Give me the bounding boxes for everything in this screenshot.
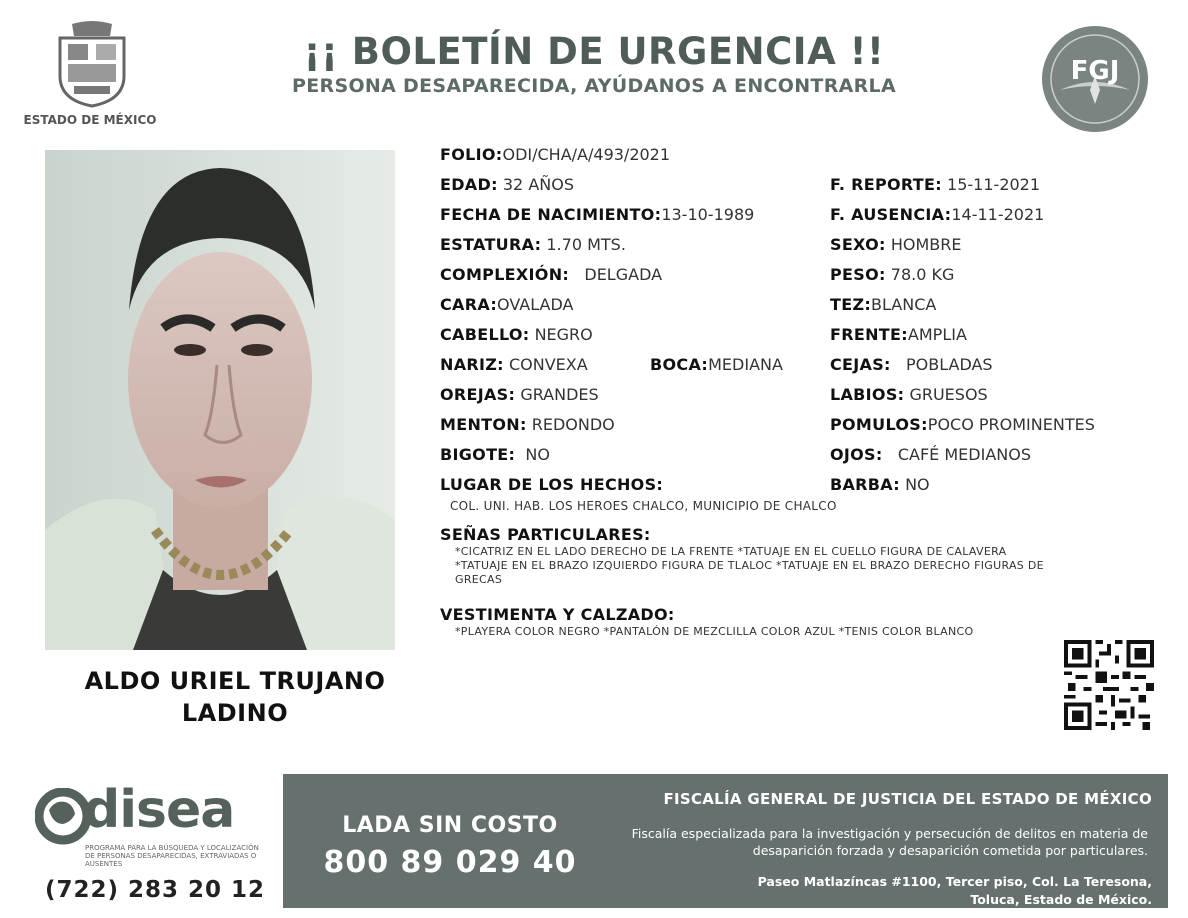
field-menton-value: REDONDO: [531, 415, 615, 434]
field-boca: [650, 355, 783, 374]
odisea-logo-text: disea: [83, 780, 235, 840]
vestimenta-label: VESTIMENTA Y CALZADO:: [440, 605, 675, 624]
field-peso: [830, 265, 954, 284]
senas-line2: *TATUAJE EN EL BRAZO IZQUIERDO FIGURA DE TLALOC *TATUAJE EN EL BRAZO DERECHO FIGURAS DE: [455, 559, 1044, 572]
agency-description: Fiscalía especializada para la investigación y persecución de delitos en materia de desaparición forzada y desaparición cometida por particulares.: [631, 826, 1148, 858]
field-cabello-label: CABELLO:: [440, 325, 530, 344]
field-estatura-label: ESTATURA:: [440, 235, 542, 254]
field-bigote-label: BIGOTE:: [440, 445, 516, 464]
agency-address: [632, 873, 1152, 909]
field-cara-value: OVALADA: [497, 295, 574, 314]
field-lugar-label: LUGAR DE LOS HECHOS:: [440, 475, 664, 494]
field-lugar-value: COL. UNI. HAB. LOS HEROES CHALCO, MUNICIPIO DE CHALCO: [450, 499, 837, 513]
field-menton-label: MENTON:: [440, 415, 527, 434]
field-nariz: [440, 355, 588, 374]
lada-number[interactable]: 800 89 029 40: [323, 845, 577, 880]
field-sexo-value: HOMBRE: [890, 235, 962, 254]
field-complexion-label: COMPLEXIÓN:: [440, 265, 570, 284]
field-cabello-value: NEGRO: [534, 325, 593, 344]
field-f-ausencia-label: F. AUSENCIA:: [830, 205, 952, 224]
field-nariz-value: CONVEXA: [508, 355, 588, 374]
field-labios: [830, 385, 988, 404]
field-cejas-label: CEJAS:: [830, 355, 891, 374]
field-frente-label: FRENTE:: [830, 325, 908, 344]
field-cara-label: CARA:: [440, 295, 498, 314]
state-label: ESTADO DE MÉXICO: [23, 113, 157, 127]
field-cejas: [830, 355, 993, 374]
senas-line3: GRECAS: [455, 573, 503, 586]
odisea-tagline: PROGRAMA PARA LA BÚSQUEDA Y LOCALIZACIÓN DE PERSONAS DESAPARECIDAS, EXTRAVIADAS O AUSENTES: [85, 844, 259, 868]
senas-label: SEÑAS PARTICULARES:: [440, 525, 651, 544]
field-sexo: [830, 235, 961, 254]
field-folio-label: FOLIO:: [440, 145, 503, 164]
person-name: [40, 665, 430, 729]
address-line2: Toluca, Estado de México.: [970, 892, 1152, 907]
field-pomulos-label: POMULOS:: [830, 415, 928, 434]
field-f-ausencia-value: 14-11-2021: [951, 205, 1045, 224]
field-cabello: [440, 325, 593, 344]
field-sexo-label: SEXO:: [830, 235, 886, 254]
field-ojos: [830, 445, 1031, 464]
person-name-line1: ALDO URIEL TRUJANO: [84, 667, 386, 695]
field-f-reporte: [830, 175, 1040, 194]
field-nariz-label: NARIZ:: [440, 355, 504, 374]
field-edad: [440, 175, 574, 194]
field-barba-value: NO: [905, 475, 930, 494]
field-boca-label: BOCA:: [650, 355, 709, 374]
field-folio: [440, 145, 670, 164]
field-cara: [440, 295, 573, 314]
field-orejas: [440, 385, 599, 404]
field-fecha-nacimiento-value: 13-10-1989: [661, 205, 755, 224]
field-ojos-label: OJOS:: [830, 445, 883, 464]
field-tez-label: TEZ:: [830, 295, 872, 314]
person-photo: [45, 150, 395, 650]
agency-title: FISCALÍA GENERAL DE JUSTICIA DEL ESTADO DE MÉXICO: [663, 790, 1152, 808]
field-frente: [830, 325, 967, 344]
bulletin-subtitle: PERSONA DESAPARECIDA, AYÚDANOS A ENCONTRARLA: [292, 75, 896, 97]
person-name-line2: LADINO: [181, 699, 289, 727]
senas-line1: *CICATRIZ EN EL LADO DERECHO DE LA FRENTE *TATUAJE EN EL CUELLO FIGURA DE CALAVERA: [455, 545, 1007, 558]
field-tez: [830, 295, 936, 314]
field-fecha-nacimiento: [440, 205, 754, 224]
field-pomulos: [830, 415, 1095, 434]
field-estatura: [440, 235, 626, 254]
field-menton: [440, 415, 615, 434]
field-barba: [830, 475, 930, 494]
field-ojos-value: CAFÉ MEDIANOS: [897, 445, 1031, 464]
field-edad-value: 32 AÑOS: [502, 175, 574, 194]
field-complexion: [440, 265, 662, 284]
field-folio-value: ODI/CHA/A/493/2021: [502, 145, 671, 164]
field-complexion-value: DELGADA: [584, 265, 663, 284]
field-estatura-value: 1.70 MTS.: [546, 235, 626, 254]
field-f-reporte-label: F. REPORTE:: [830, 175, 942, 194]
field-orejas-label: OREJAS:: [440, 385, 516, 404]
field-boca-value: MEDIANA: [708, 355, 783, 374]
fgj-seal: [1040, 24, 1150, 134]
field-cejas-value: POBLADAS: [906, 355, 993, 374]
field-edad-label: EDAD:: [440, 175, 498, 194]
fgj-logo-text: FGJ: [1070, 56, 1120, 86]
odisea-phone[interactable]: (722) 283 20 12: [44, 877, 266, 903]
field-frente-value: AMPLIA: [907, 325, 967, 344]
field-pomulos-value: POCO PROMINENTES: [927, 415, 1095, 434]
field-bigote-value: NO: [525, 445, 550, 464]
field-tez-value: BLANCA: [871, 295, 937, 314]
field-orejas-value: GRANDES: [520, 385, 599, 404]
field-labios-label: LABIOS:: [830, 385, 905, 404]
vestimenta-value: *PLAYERA COLOR NEGRO *PANTALÓN DE MEZCLILLA COLOR AZUL *TENIS COLOR BLANCO: [455, 625, 974, 638]
field-peso-label: PESO:: [830, 265, 886, 284]
address-line1: Paseo Matlazíncas #1100, Tercer piso, Col. La Teresona,: [757, 874, 1152, 889]
field-lugar: [440, 475, 663, 494]
field-f-reporte-value: 15-11-2021: [947, 175, 1041, 194]
lada-label: LADA SIN COSTO: [342, 813, 558, 838]
field-f-ausencia: [830, 205, 1044, 224]
bulletin-title: ¡¡ BOLETÍN DE URGENCIA !!: [303, 30, 885, 73]
field-barba-label: BARBA:: [830, 475, 900, 494]
field-fecha-nacimiento-label: FECHA DE NACIMIENTO:: [440, 205, 662, 224]
odisea-logo: [35, 780, 275, 868]
qr-code[interactable]: [1063, 640, 1155, 730]
field-bigote: [440, 445, 550, 464]
field-labios-value: GRUESOS: [909, 385, 988, 404]
field-peso-value: 78.0 KG: [890, 265, 955, 284]
